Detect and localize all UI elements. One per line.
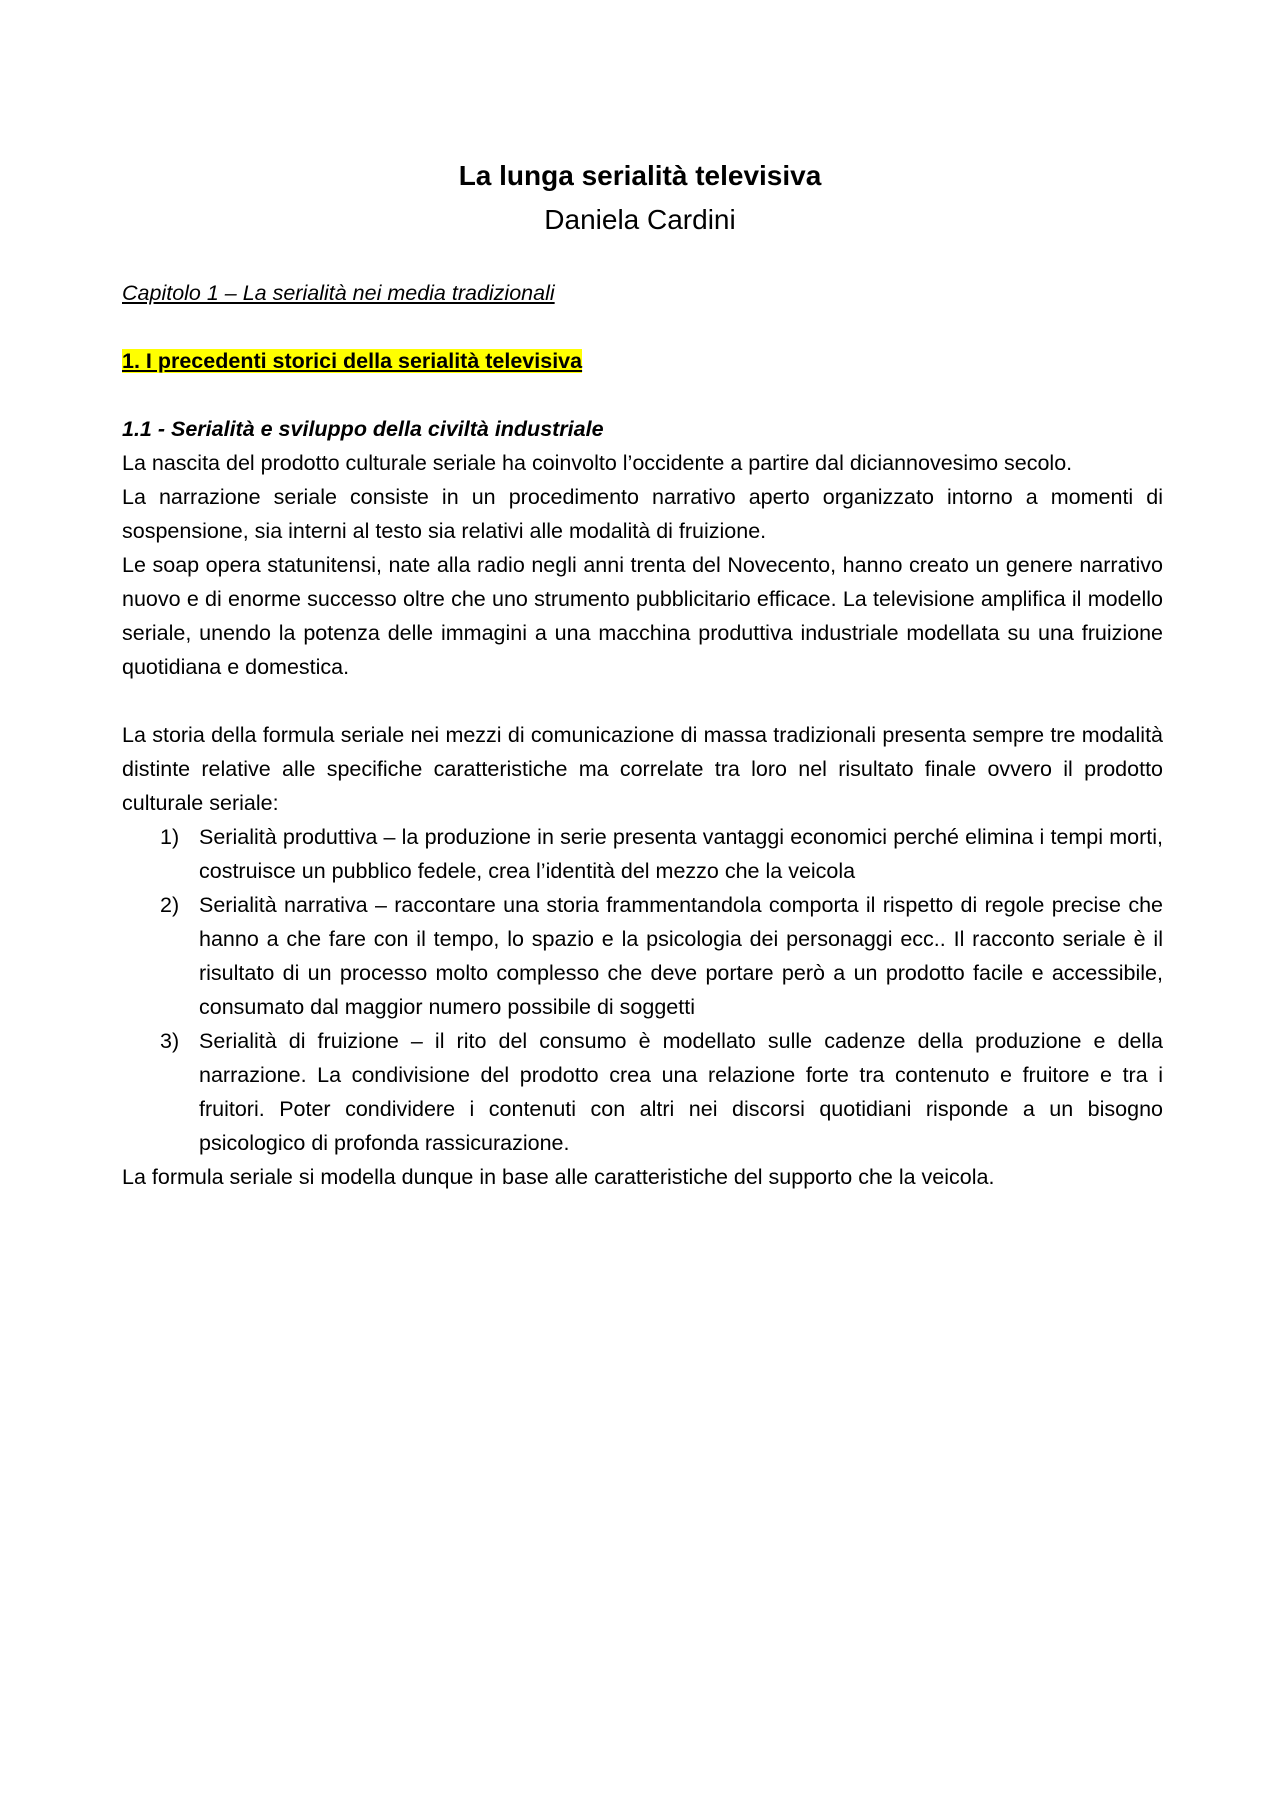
chapter-heading: Capitolo 1 – La serialità nei media tradizionali [122,281,555,305]
section-heading [122,344,1163,378]
document-body [122,276,1163,1194]
list-marker: 1) [160,825,180,849]
document-author: Daniela Cardini [544,204,736,235]
list-item [122,1024,1163,1160]
list-item-text: Serialità di fruizione – il rito del consumo è modellato sulle cadenze della produzione e della narrazione. La condivisione del prodotto crea una relazione forte tra contenuto e fruitore e tra i fruitori. Poter condividere i contenuti con altri nei discorsi quotidiani risponde a un bisogno psicologico di profonda rassicurazione. [199,1029,1163,1155]
list-marker: 2) [160,893,180,917]
list-item [122,888,1163,1024]
list-intro-paragraph: La storia della formula seriale nei mezzi di comunicazione di massa tradizionali presenta sempre tre modalità distinte relative alle specifiche caratteristiche ma correlate tra loro nel risultato finale ovvero il prodotto culturale seriale: [122,723,1163,815]
subsection-heading: 1.1 - Serialità e sviluppo della civiltà industriale [122,417,604,441]
numbered-list [122,820,1163,1160]
paragraph: La nascita del prodotto culturale seriale ha coinvolto l’occidente a partire dal diciannovesimo secolo. [122,451,1073,475]
paragraph-spacer [122,684,1163,718]
list-marker: 3) [160,1029,180,1053]
closing-paragraph: La formula seriale si modella dunque in base alle caratteristiche del supporto che la veicola. [122,1165,995,1189]
section-heading-highlight: 1. I precedenti storici della serialità televisiva [122,349,583,373]
paragraph: Le soap opera statunitensi, nate alla radio negli anni trenta del Novecento, hanno creato un genere narrativo nuovo e di enorme successo oltre che uno strumento pubblicitario efficace. La televisione amplifica il modello seriale, unendo la potenza delle immagini a una macchina produttiva industriale modellata su una fruizione quotidiana e domestica. [122,553,1163,679]
list-item-text: Serialità produttiva – la produzione in serie presenta vantaggi economici perché elimina i tempi morti, costruisce un pubblico fedele, crea l’identità del mezzo che la veicola [199,825,1163,883]
list-item-text: Serialità narrativa – raccontare una storia frammentandola comporta il rispetto di regole precise che hanno a che fare con il tempo, lo spazio e la psicologia dei personaggi ecc.. Il racconto seriale è il risultato di un processo molto complesso che deve portare però a un prodotto facile e accessibile, consumato dal maggior numero possibile di soggetti [199,893,1163,1019]
paragraph: La narrazione seriale consiste in un procedimento narrativo aperto organizzato intorno a momenti di sospensione, sia interni al testo sia relativi alle modalità di fruizione. [122,485,1163,543]
list-item [122,820,1163,888]
document-title: La lunga serialità televisiva [458,160,822,191]
